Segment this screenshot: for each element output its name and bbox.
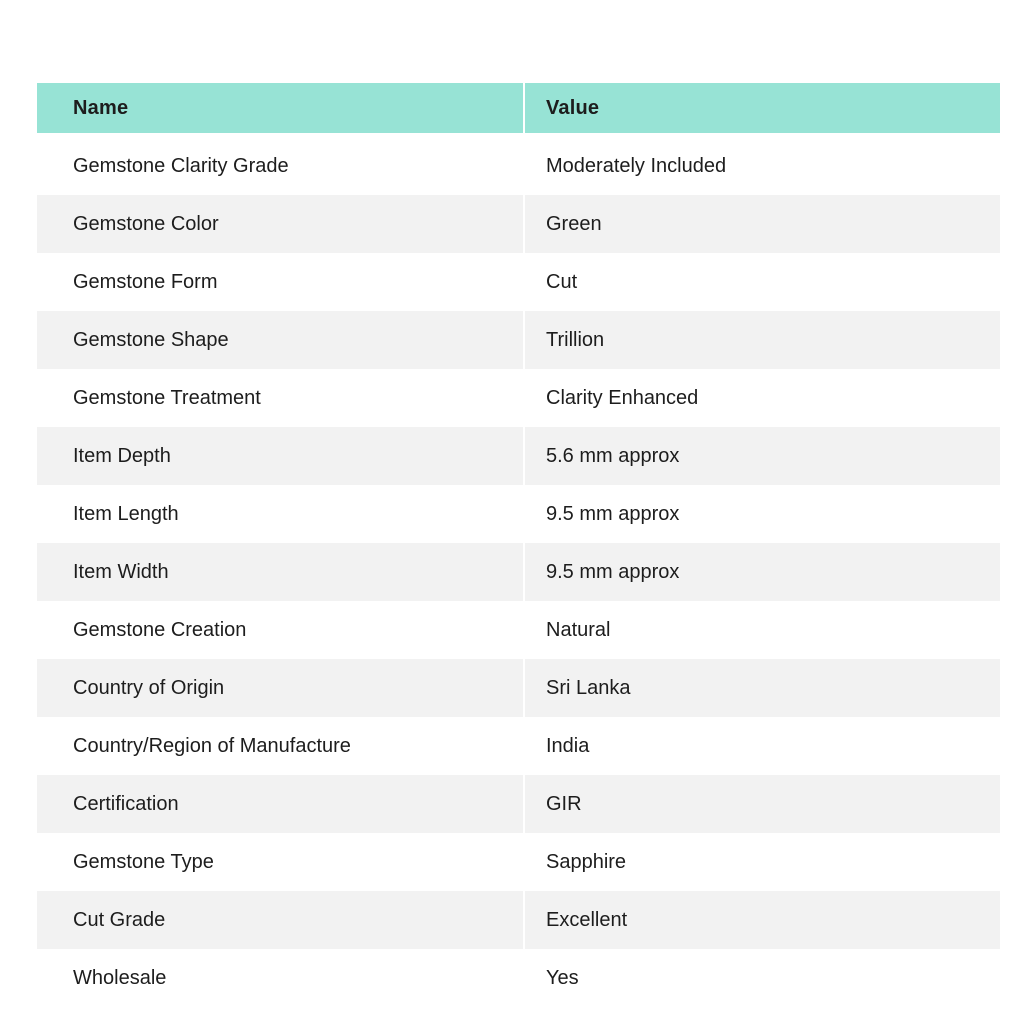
row-name-cell: Gemstone Clarity Grade <box>73 154 289 177</box>
table-row <box>37 659 1000 717</box>
table-row <box>37 195 1000 253</box>
row-value-cell: 9.5 mm approx <box>525 543 1000 601</box>
table-body <box>37 137 1000 1007</box>
row-name-cell: Gemstone Shape <box>37 311 523 369</box>
row-name-cell: Cut Grade <box>37 891 523 949</box>
row-name-cell: Item Width <box>37 543 523 601</box>
table-row <box>37 543 1000 601</box>
row-value-cell: Clarity Enhanced <box>546 386 699 409</box>
row-value-cell: Sri Lanka <box>525 659 1000 717</box>
table-row <box>37 369 1000 427</box>
table-row <box>37 601 1000 659</box>
table-row <box>37 833 1000 891</box>
row-name-cell: Gemstone Type <box>73 850 214 873</box>
row-name-cell: Country/Region of Manufacture <box>73 734 351 757</box>
table-header-row <box>37 83 1000 133</box>
table-row <box>37 717 1000 775</box>
row-value-cell: 9.5 mm approx <box>546 502 680 525</box>
row-value-cell: Cut <box>546 270 578 293</box>
row-name-cell: Gemstone Color <box>37 195 523 253</box>
table-row <box>37 775 1000 833</box>
row-name-cell: Country of Origin <box>37 659 523 717</box>
row-value-cell: GIR <box>525 775 1000 833</box>
row-name-cell: Item Depth <box>37 427 523 485</box>
table-row <box>37 485 1000 543</box>
row-name-cell: Wholesale <box>73 966 167 989</box>
row-value-cell: India <box>546 734 590 757</box>
table-row <box>37 891 1000 949</box>
row-name-cell: Certification <box>37 775 523 833</box>
row-value-cell: Natural <box>546 618 611 641</box>
row-name-cell: Gemstone Form <box>73 270 218 293</box>
row-name-cell: Gemstone Creation <box>73 618 247 641</box>
table-row <box>37 137 1000 195</box>
table-row <box>37 311 1000 369</box>
row-name-cell: Item Length <box>73 502 179 525</box>
header-cell-value: Value <box>525 83 1000 133</box>
row-value-cell: Yes <box>546 966 579 989</box>
row-value-cell: Excellent <box>525 891 1000 949</box>
row-name-cell: Gemstone Treatment <box>73 386 261 409</box>
row-value-cell: Trillion <box>525 311 1000 369</box>
table-row <box>37 949 1000 1007</box>
table-row <box>37 253 1000 311</box>
header-cell-name: Name <box>37 83 523 133</box>
row-value-cell: Green <box>525 195 1000 253</box>
row-value-cell: Sapphire <box>546 850 627 873</box>
row-value-cell: 5.6 mm approx <box>525 427 1000 485</box>
row-value-cell: Moderately Included <box>546 154 727 177</box>
table-row <box>37 427 1000 485</box>
item-specifics-table <box>37 83 1000 1007</box>
